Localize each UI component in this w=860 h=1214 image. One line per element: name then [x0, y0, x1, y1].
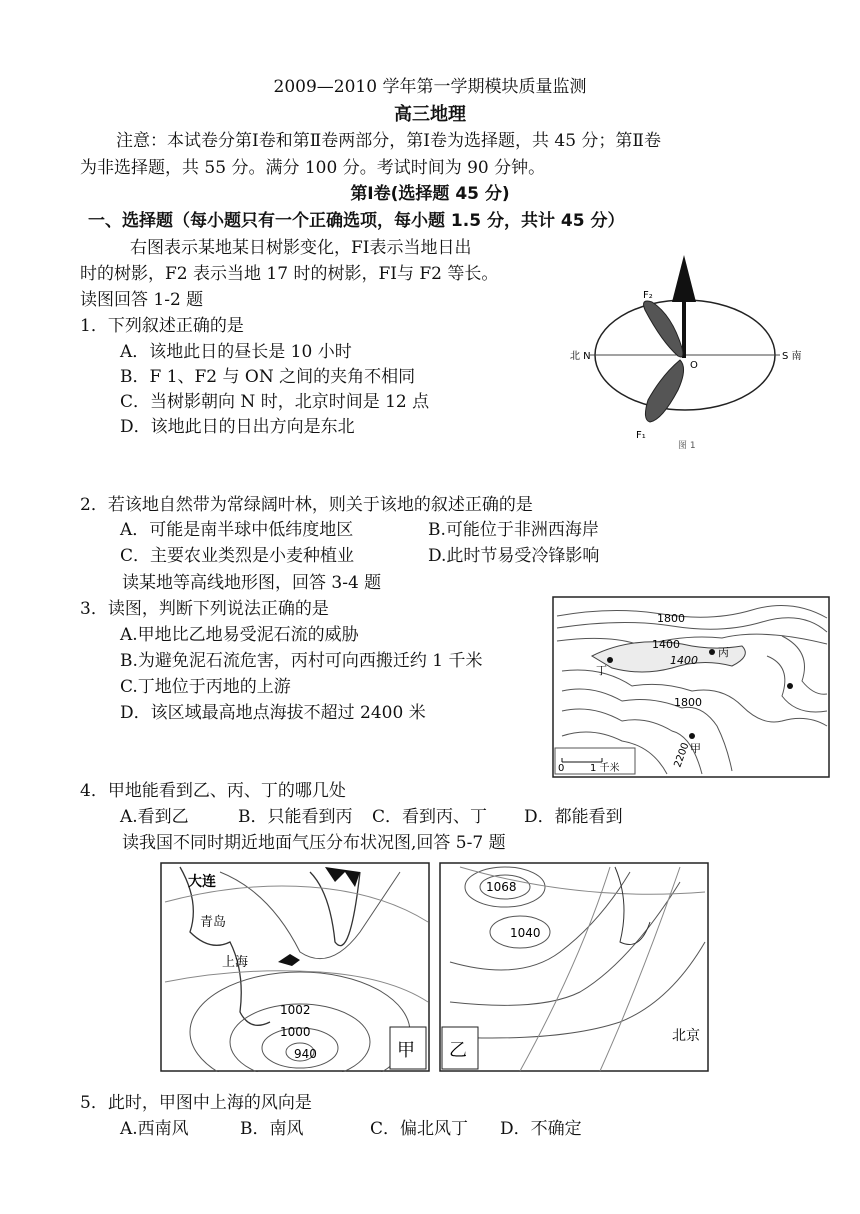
q3-option-b: B.为避免泥石流危害，丙村可向西搬迁约 1 千米 [120, 651, 483, 671]
pressure-maps-figure [160, 862, 710, 1072]
q2-option-c: C．主要农业类烈是小麦种植业 [120, 546, 355, 566]
fig1-caption: 图 1 [678, 441, 696, 451]
q3-stem: 3．读图，判断下列说法正确的是 [80, 599, 329, 619]
exam-title: 2009—2010 学年第一学期模块质量监测 [273, 77, 587, 97]
intro-1-line-2: 时的树影，F2 表示当地 17 时的树影，FⅠ与 F2 等长。 [80, 264, 499, 284]
notice-line-1: 注意：本试卷分第Ⅰ卷和第Ⅱ卷两部分，第Ⅰ卷为选择题，共 45 分；第Ⅱ卷 [116, 131, 661, 151]
city-qingdao: 青岛 [200, 915, 227, 930]
intro-3: 读某地等高线地形图，回答 3-4 题 [122, 573, 382, 593]
city-beijing: 北京 [672, 1028, 700, 1044]
place-bing: 丙 [718, 646, 729, 659]
q3-option-d: D．该区域最高地点海拔不超过 2400 米 [120, 703, 426, 723]
q5-stem: 5．此时，甲图中上海的风向是 [80, 1093, 312, 1113]
intro-1-line-3: 读图回答 1-2 题 [80, 290, 204, 310]
scale-zero: 0 [558, 763, 565, 774]
q4-option-c: C．看到丙、丁 [372, 807, 488, 827]
q3-option-c: C.丁地位于丙地的上游 [120, 677, 291, 697]
fig1-label-f2: F₂ [643, 290, 653, 301]
q4-option-b: B．只能看到丙 [238, 807, 353, 827]
city-shanghai: 上海 [222, 955, 249, 970]
isobar-940: 940 [294, 1047, 317, 1061]
q1-option-c: C．当树影朝向 N 时，北京时间是 12 点 [120, 392, 430, 412]
section-heading: 一、选择题（每小题只有一个正确选项，每小题 1.5 分，共计 45 分） [88, 211, 625, 231]
intro-1-line-1: 右图表示某地某日树影变化，FⅠ表示当地日出 [130, 238, 472, 258]
q5-option-b: B．南风 [240, 1119, 304, 1139]
fig1-label-north: 北 N [570, 351, 591, 362]
q1-stem: 1．下列叙述正确的是 [80, 316, 244, 336]
q5-option-d: D．不确定 [500, 1119, 582, 1139]
panel-label-yi: 乙 [449, 1040, 467, 1061]
contour-label-1800-mid: 1800 [674, 696, 702, 709]
contour-label-2200: 2200 [672, 741, 692, 770]
q1-option-d: D．该地此日的日出方向是东北 [120, 417, 355, 437]
q4-option-a: A.看到乙 [120, 807, 189, 827]
exam-subject: 高三地理 [394, 104, 466, 125]
isobar-1002: 1002 [280, 1003, 311, 1017]
scale-km: 1 千米 [590, 763, 620, 774]
q5-option-c: C．偏北风丁 [370, 1119, 469, 1139]
fig1-label-o: O [690, 360, 698, 371]
q2-option-d: D.此时节易受冷锋影响 [428, 546, 600, 566]
contour-map-figure [552, 596, 830, 778]
city-dalian: 大连 [188, 874, 216, 890]
intro-5: 读我国不同时期近地面气压分布状况图,回答 5-7 题 [122, 833, 506, 853]
q2-option-b: B.可能位于非洲西海岸 [428, 520, 599, 540]
contour-label-1400-a: 1400 [652, 638, 680, 651]
q3-option-a: A.甲地比乙地易受泥石流的威胁 [120, 625, 359, 645]
contour-label-1400-b: 1400 [670, 654, 698, 667]
isobar-1068: 1068 [486, 880, 517, 894]
tree-shadow-figure [570, 250, 810, 460]
panel-label-jia: 甲 [397, 1040, 415, 1061]
q5-option-a: A.西南风 [120, 1119, 189, 1139]
contour-label-1800-top: 1800 [657, 612, 685, 625]
isobar-1000: 1000 [280, 1025, 311, 1039]
notice-line-2: 为非选择题，共 55 分。满分 100 分。考试时间为 90 分钟。 [80, 158, 546, 178]
place-jia: 甲 [690, 742, 701, 755]
q4-option-d: D．都能看到 [524, 807, 623, 827]
part-heading: 第Ⅰ卷(选择题 45 分) [350, 184, 510, 204]
q1-option-b: B．F 1、F2 与 ON 之间的夹角不相同 [120, 367, 416, 387]
fig1-label-f1: F₁ [636, 430, 646, 441]
q1-option-a: A．该地此日的昼长是 10 小时 [120, 342, 352, 362]
q4-stem: 4．甲地能看到乙、丙、丁的哪几处 [80, 781, 346, 801]
q2-option-a: A．可能是南半球中低纬度地区 [120, 520, 354, 540]
place-ding: 丁 [596, 664, 607, 677]
q2-stem: 2．若该地自然带为常绿阔叶林，则关于该地的叙述正确的是 [80, 495, 533, 515]
fig1-label-south: S 南 [782, 351, 802, 362]
isobar-1040: 1040 [510, 926, 541, 940]
